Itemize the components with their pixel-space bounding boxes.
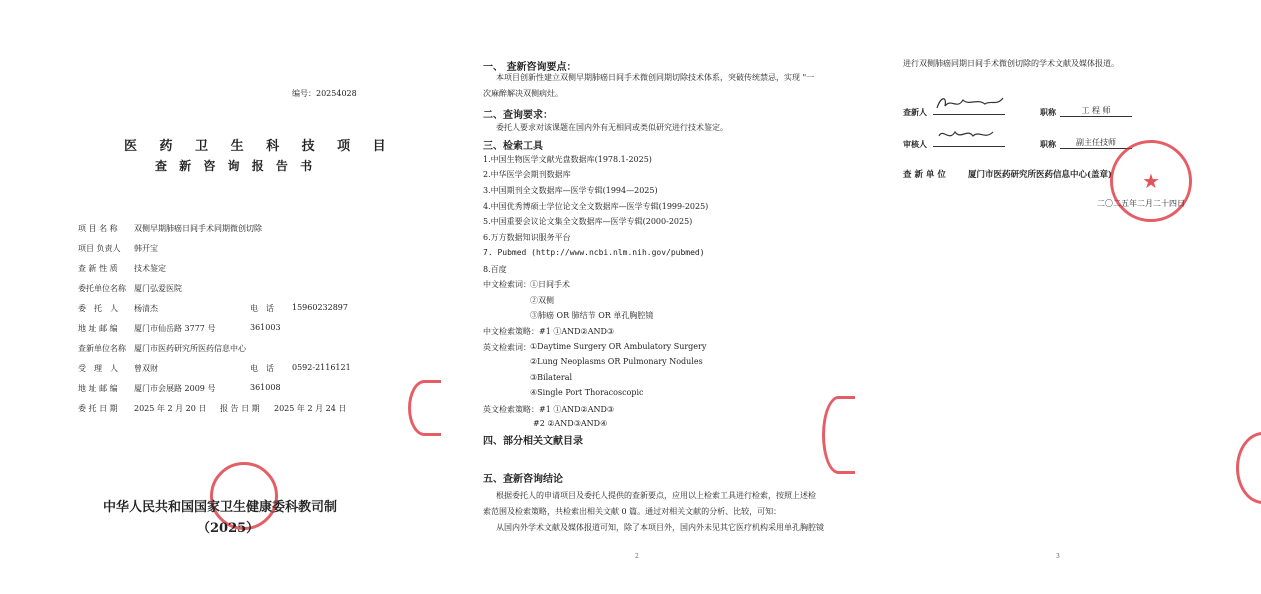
checker-signature xyxy=(933,100,1005,115)
page-number: 2 xyxy=(635,553,639,560)
keyword-label: 中文检索词： xyxy=(483,280,531,289)
paragraph-line: 进行双侧肺癌同期日间手术微创切除的学术文献及媒体报道。 xyxy=(903,59,1119,68)
tool-item: 3.中国期刊全文数据库—医学专辑(1994—2025) xyxy=(483,186,658,195)
paragraph-line: 从国内外学术文献及媒体报道可知，除了本项目外，国内外未见其它医疗机构采用单孔胸腔镜 xyxy=(496,523,824,532)
official-seal xyxy=(1110,140,1192,222)
page-number: 3 xyxy=(1056,553,1060,560)
tool-item: 2.中华医学会期刊数据库 xyxy=(483,170,571,179)
keyword-item: ②双侧 xyxy=(530,296,554,305)
field-label: 电 话 xyxy=(250,364,274,373)
field-value: 厦门市会展路 2009 号 xyxy=(134,384,216,393)
field-value: 韩开宝 xyxy=(134,244,158,253)
field-label: 委 托 人 xyxy=(78,304,118,313)
field-value: 0592-2116121 xyxy=(292,363,351,372)
paragraph-line: 索范围及检索策略，共检索出相关文献 0 篇。通过对相关文献的分析、比较，可知： xyxy=(483,507,782,516)
section-title: 五、查新咨询结论 xyxy=(483,474,563,485)
paragraph-line: 委托人要求对该课题在国内外有无相同或类似研究进行技术鉴定。 xyxy=(496,123,728,132)
field-value: 杨清杰 xyxy=(134,304,158,313)
keyword-item: ②Lung Neoplasms OR Pulmonary Nodules xyxy=(530,357,703,366)
field-label: 查新单位名称 xyxy=(78,344,126,353)
star-icon: ★ xyxy=(1142,169,1160,193)
reviewer-title-label: 职称 xyxy=(1040,139,1056,149)
keyword-label: 英文检索词： xyxy=(483,343,531,352)
org-name: 厦门市医药研究所医药信息中心(盖章) xyxy=(968,170,1113,180)
field-value: 技术鉴定 xyxy=(134,264,166,273)
checker-title: 工 程 师 xyxy=(1060,105,1132,117)
keyword-item: ④Single Port Thoracoscopic xyxy=(530,388,644,397)
keyword-item: ①Daytime Surgery OR Ambulatory Surgery xyxy=(530,342,707,351)
tool-item: 4.中国优秀博硕士学位论文全文数据库—医学专辑(1999-2025) xyxy=(483,202,709,211)
field-value: 厦门弘爱医院 xyxy=(134,284,182,293)
seam-seal xyxy=(822,396,855,474)
section-title: 四、部分相关文献目录 xyxy=(483,436,583,447)
strategy-line: 中文检索策略：#1 ①AND②AND③ xyxy=(483,327,615,336)
strategy-line: #2 ②AND③AND④ xyxy=(533,419,608,428)
report-subtitle: 查 新 咨 询 报 告 书 xyxy=(155,159,317,173)
field-label: 电 话 xyxy=(250,304,274,313)
section-title: 一、 查新咨询要点： xyxy=(483,62,577,73)
field-value: 2025 年 2 月 20 日 xyxy=(134,404,207,413)
section-title: 三、检索工具 xyxy=(483,141,543,152)
keyword-item: ③Bilateral xyxy=(530,373,573,382)
field-label: 地 址 邮 编 xyxy=(78,324,118,333)
section-title: 二、查询要求： xyxy=(483,110,553,121)
field-label: 委托单位名称 xyxy=(78,284,126,293)
field-value: 2025 年 2 月 24 日 xyxy=(274,404,347,413)
seam-seal xyxy=(408,380,441,436)
field-label: 报 告 日 期 xyxy=(220,404,260,413)
report-number: 编号：20254028 xyxy=(292,89,357,98)
strategy-line: 英文检索策略：#1 ①AND②AND③ xyxy=(483,405,615,414)
field-value: 15960232897 xyxy=(292,303,348,312)
field-value: 厦门市仙岳路 3777 号 xyxy=(134,324,216,333)
field-label: 项目 负责人 xyxy=(78,244,121,253)
report-title: 医 药 卫 生 科 技 项 目 xyxy=(124,139,395,154)
paragraph-line: 次麻醉解决双侧病灶。 xyxy=(483,89,563,98)
field-label: 查 新 性 质 xyxy=(78,264,118,273)
reviewer-title: 副主任技师 xyxy=(1060,137,1132,149)
field-value: 曾双财 xyxy=(134,364,158,373)
org-label: 查 新 单 位 xyxy=(903,170,946,180)
field-value: 厦门市医药研究所医药信息中心 xyxy=(134,344,246,353)
paragraph-line: 根据委托人的申请项目及委托人提供的查新要点，应用以上检索工具进行检索，按照上述检 xyxy=(496,491,816,500)
tool-item: 8.百度 xyxy=(483,265,507,274)
keyword-item: ①日间手术 xyxy=(530,280,570,289)
tool-item: 6.万方数据知识服务平台 xyxy=(483,233,571,242)
tool-item: 5.中国重要会议论文集全文数据库—医学专辑(2000-2025) xyxy=(483,217,693,226)
report-date: 二〇二五年二月二十四日 xyxy=(1097,199,1185,208)
field-label: 受 理 人 xyxy=(78,364,118,373)
field-label: 委 托 日 期 xyxy=(78,404,118,413)
field-label: 项 目 名 称 xyxy=(78,224,118,233)
checker-label: 查新人 xyxy=(903,107,927,117)
reviewer-signature xyxy=(933,132,1005,147)
issuer-footer: 中华人民共和国国家卫生健康委科教司制 xyxy=(103,500,338,515)
keyword-item: ③肺癌 OR 肺结节 OR 单孔胸腔镜 xyxy=(530,311,654,320)
tool-item: 1.中国生物医学文献光盘数据库(1978.1-2025) xyxy=(483,155,652,164)
checker-title-label: 职称 xyxy=(1040,107,1056,117)
field-value: 双侧早期肺癌日间手术同期微创切除 xyxy=(134,224,262,233)
paragraph-line: 本项目创新性建立双侧早期肺癌日间手术微创同期切除技术体系，突破传统禁忌，实现 "一 xyxy=(496,73,815,82)
reviewer-label: 审核人 xyxy=(903,139,927,149)
tool-item: 7. Pubmed (http://www.ncbi.nlm.nih.gov/pubmed) xyxy=(483,248,705,257)
issuer-year: （2025） xyxy=(197,521,260,536)
field-value: 361008 xyxy=(250,383,281,392)
seam-seal xyxy=(1236,432,1261,504)
field-value: 361003 xyxy=(250,323,281,332)
field-label: 地 址 邮 编 xyxy=(78,384,118,393)
